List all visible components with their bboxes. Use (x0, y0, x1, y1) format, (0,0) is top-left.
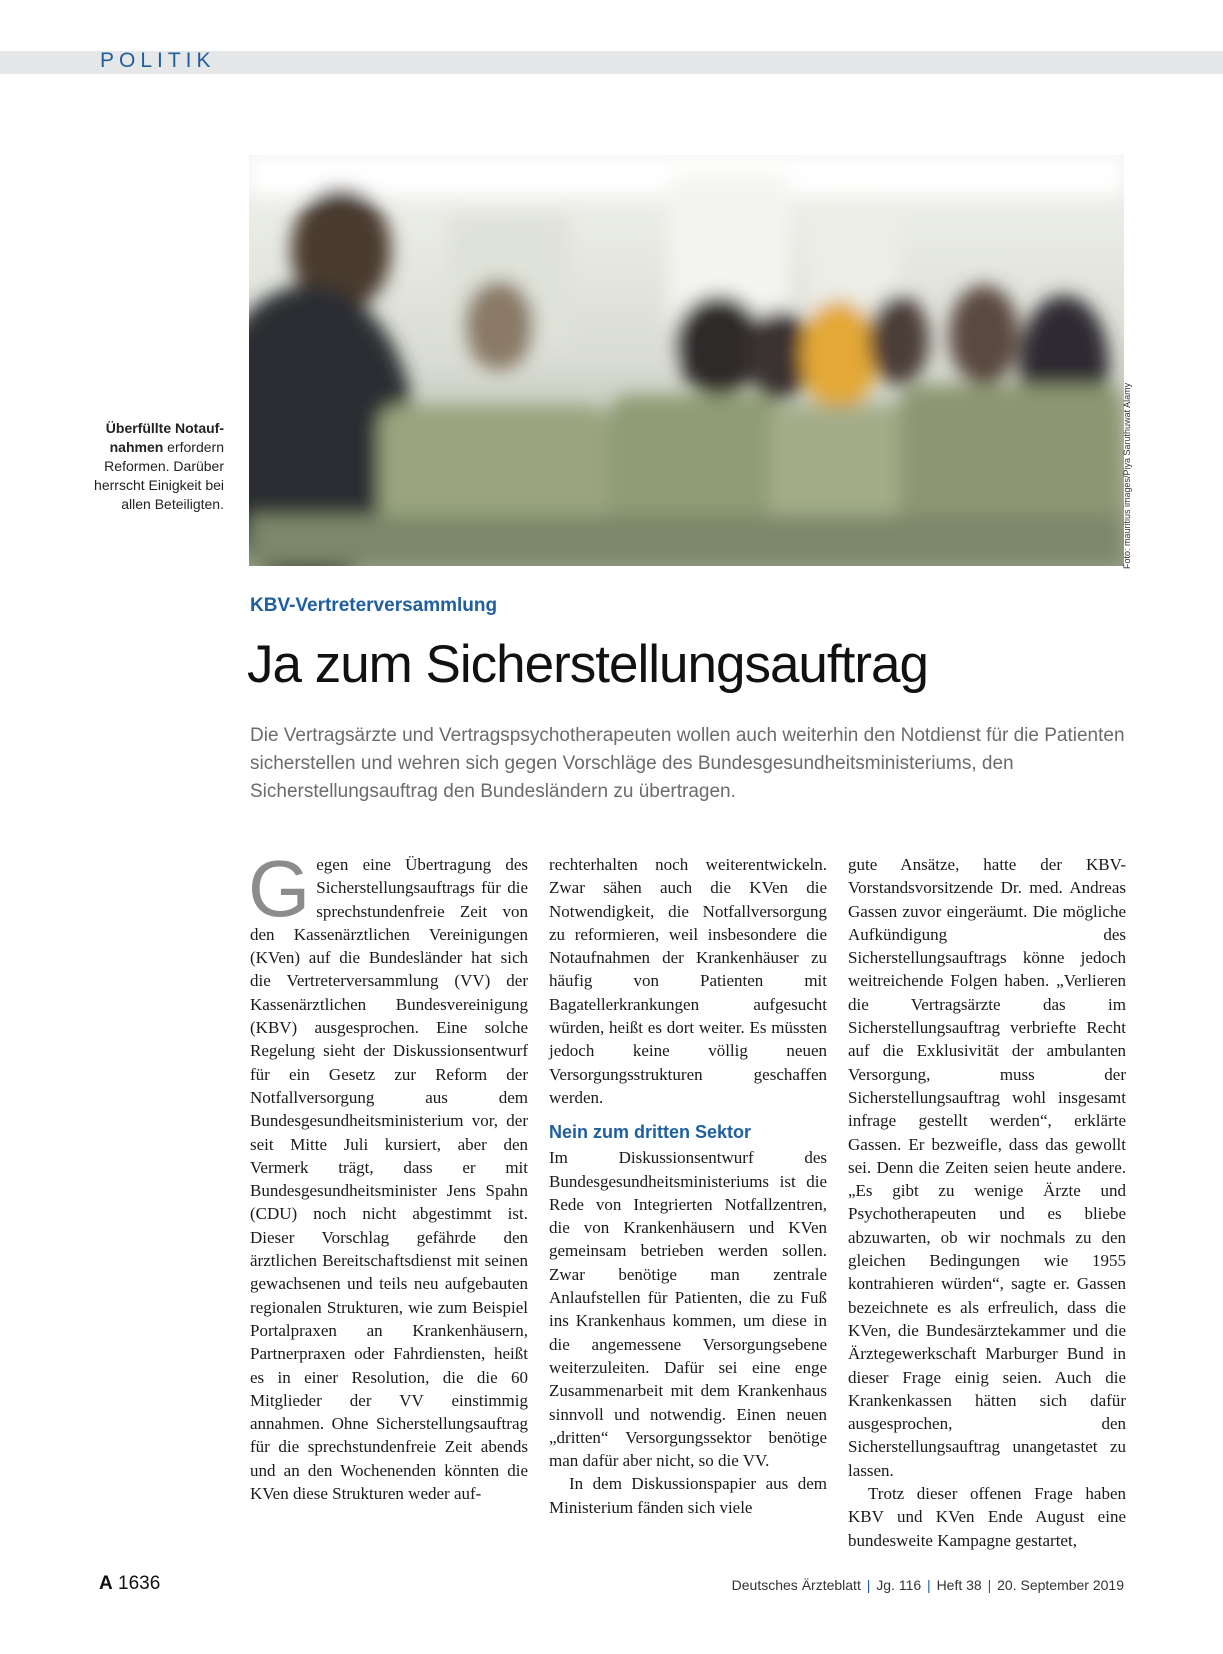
journal-date: 20. September 2019 (997, 1577, 1124, 1593)
article-lead: Die Vertragsärzte und Vertragspsychotherapeuten wollen auch weiterhin den Notdienst für die Patienten sicherstellen und wehren sich gegen Vorschläge des Bundesgesundheitsministeriums, den Sicherstellungsauftrag den Bundesländern zu übertragen. (250, 725, 1125, 802)
folio-letter: A (99, 1573, 113, 1594)
column-2-paragraph: Im Diskussionsentwurf des Bundesgesundheitsministeriums ist die Rede von Integrierten Notfallzentren, die von Krankenhäusern und KVen gemeinsam betrieben werden sollen. Zwar benötige man zentrale Anlaufstellen für Patienten, die zu Fuß ins Krankenhaus kommen, um diese in die angemessene Versorgungsebene weiterzuleiten. Dafür sei eine enge Zusammenarbeit mit dem Krankenhaus sinnvoll und notwendig. Einen neuen „dritten“ Versorgungssektor benötige man dafür aber nicht, so die VV. (549, 1148, 827, 1471)
article-column-2 (549, 853, 827, 1519)
journal-volume: Jg. 116 (876, 1577, 922, 1593)
column-3-paragraph: Trotz dieser offenen Frage haben KBV und KVen Ende August eine bundesweite Kampagne gestartet, (848, 1484, 1126, 1550)
photo-credit: Foto: mauritius images/Piya Saruthuwat Alamy (1122, 382, 1132, 569)
article-column-3 (848, 853, 1126, 1552)
section-label: POLITIK (100, 49, 216, 72)
column-2-paragraph: In dem Diskussionspapier aus dem Ministerium fänden sich viele (549, 1474, 827, 1517)
article-kicker: KBV-Vertreterversammlung (250, 595, 498, 616)
caption-bold: Überfüllte Notauf-nahmen (105, 420, 224, 455)
column-3-paragraph: gute Ansätze, hatte der KBV-Vorstandsvorsitzende Dr. med. Andreas Gassen zuvor eingeräumt. Die mögliche Aufkündigung des Sicherstellungsauftrags könne jedoch weitreichende Folgen haben. „Verlieren die Vertragsärzte das im Sicherstellungsauftrag verbriefte Recht auf die Exklusivität der ambulanten Versorgung, muss der Sicherstellungsauftrag wohl insgesamt infrage gestellt werden“, erklärte Gassen. Er bezweifle, dass das gewollt sei. Denn die Zeiten seien heute andere. „Es gibt zu wenige Ärzte und Psychotherapeuten und es bliebe abzuwarten, ob wir nochmals zu den gleichen Bedingungen wie 1955 kontrahieren würden“, sagte er. Gassen bezeichnete es als erfreulich, dass die KVen, die Bundesärztekammer und die Ärztegewerkschaft Marburger Bund in dieser Frage einig seien. Auch die Krankenkassen hätten sich dafür ausgesprochen, den Sicherstellungsauftrag unangetastet zu lassen. (848, 855, 1126, 1480)
column-1-text: egen eine Übertragung des Sicherstellungsauftrags für die sprechstundenfreie Zeit von den Kassenärztlichen Vereinigungen (KVen) auf die Bundesländer hat sich die Vertreterversammlung (VV) der Kassenärztlichen Bundesvereinigung (KBV) ausgesprochen. Eine solche Regelung sieht der Diskussionsentwurf für ein Gesetz zur Reform der Notfallversorgung aus dem Bundesgesundheitsministerium vor, der seit Mitte Juli kursiert, aber den Vermerk trägt, dass er mit Bundesgesundheitsminister Jens Spahn (CDU) noch nicht abgestimmt ist. Dieser Vorschlag gefährde den ärztlichen Bereitschaftsdienst mit seinen gewachsenen und teils neu aufgebauten regionalen Strukturen, wie zum Beispiel Portalpraxen an Krankenhäusern, Partnerpraxen oder Fahrdiensten, heißt es in einer Resolution, die die 60 Mitglieder der VV einstimmig annahmen. Ohne Sicherstellungsauftrag für die sprechstundenfreie Zeit abends und an den Wochenenden könnten die KVen diese Strukturen weder auf- (250, 855, 528, 1504)
journal-name: Deutsches Ärzteblatt (731, 1577, 861, 1593)
article-subheading: Nein zum dritten Sektor (549, 1122, 752, 1143)
article-photo (249, 155, 1124, 566)
footer-separator: | (927, 1577, 931, 1593)
column-2-paragraph: rechterhalten noch weiterentwickeln. Zwar sähen auch die KVen die Notwendigkeit, die Notfallversorgung zu reformieren, weil insbesondere die Notaufnahmen der Krankenhäuser zu häufig von Patienten mit Bagatellerkrankungen aufgesucht würden, heißt es dort weiter. Es müssten jedoch keine völlig neuen Versorgungsstrukturen geschaffen werden. (549, 855, 827, 1107)
article-column-1 (248, 844, 528, 1505)
journal-issue: Heft 38 (936, 1577, 982, 1593)
folio-number: 1636 (118, 1573, 161, 1594)
journal-footer (732, 1577, 1124, 1593)
page-number (99, 1573, 160, 1595)
drop-cap: G (248, 844, 311, 933)
footer-separator: | (866, 1577, 871, 1593)
article-headline: Ja zum Sicherstellungsauftrag (247, 635, 928, 694)
footer-separator: | (987, 1577, 992, 1593)
caption-text: erfordern Reformen. Darüber herrscht Einigkeit bei allen Beteiligten. (94, 439, 224, 512)
photo-caption (92, 419, 224, 514)
